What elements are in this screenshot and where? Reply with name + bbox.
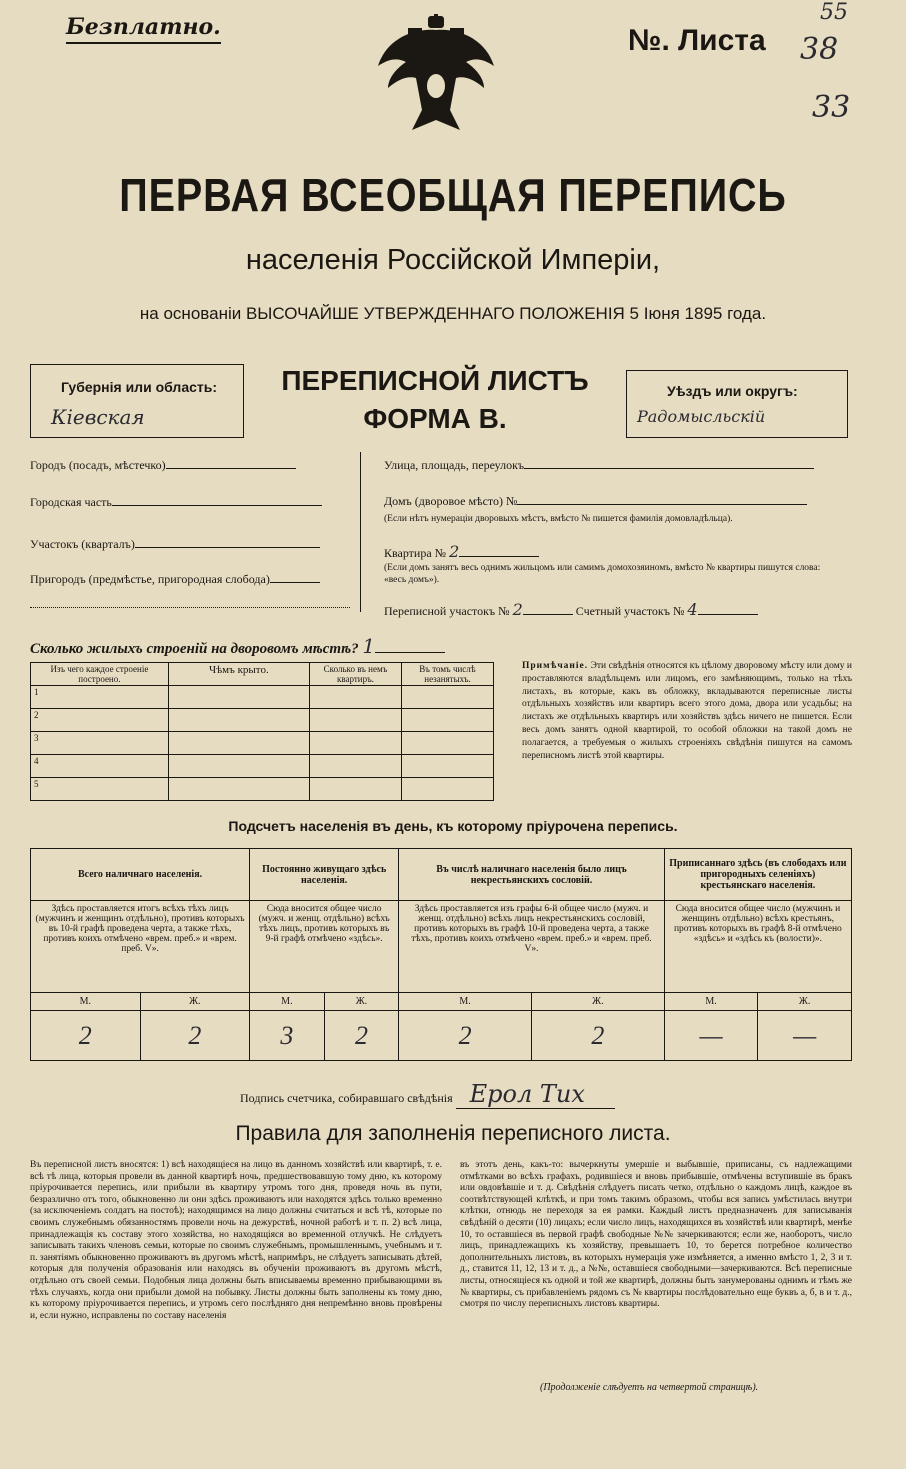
permanent-male-count[interactable]: 3 <box>250 1011 325 1061</box>
row-number: 1 <box>31 686 169 709</box>
col-apartments: Сколько въ немъ квартиръ. <box>310 663 402 686</box>
form-title-line2: ФОРМА В. <box>363 403 507 434</box>
page-subtitle: населенія Россійской Имперіи, <box>245 244 661 276</box>
col-present-desc: Здѣсь проставляется итогъ всѣхъ тѣхъ лицъ (мужчинъ и женщинъ отдѣльно), противъ которыхъ въ 10-й графѣ проведена черта, а также тѣхъ, противъ коихъ отмѣчено «врем. преб.» и «врем. преб. V». <box>31 901 250 993</box>
signature-value[interactable]: Ерол Тих <box>456 1080 615 1109</box>
m-header: М. <box>399 993 532 1011</box>
rules-continuation: (Продолженіе слѣдуетъ на четвертой страницѣ). <box>540 1382 759 1393</box>
city-label: Городъ (посадъ, мѣстечко) <box>30 458 166 472</box>
buildings-note-block <box>522 660 852 762</box>
buildings-answer[interactable]: 1 <box>362 634 376 658</box>
f-header: Ж. <box>324 993 399 1011</box>
census-precinct-label: Переписной участокъ № <box>384 604 510 618</box>
form-title-line1: ПЕРЕПИСНОЙ ЛИСТЪ <box>281 365 589 396</box>
rules-heading: Правила для заполненія переписного листа. <box>235 1122 671 1145</box>
province-value[interactable]: Кіевская <box>51 405 145 429</box>
city-field[interactable] <box>30 458 296 473</box>
table-row[interactable] <box>31 709 494 732</box>
rules-right-column: въ этотъ день, какъ-то: вычеркнуты умершіе и выбывшіе, приписаны, съ надлежащими отмѣтками во всѣхъ графахъ, родившіеся и вновь прибывшіе, отмѣчены вступившіе въ бракъ или овдовѣвшіе и т. д. Свѣдѣнія слѣдуетъ писать четко, отдѣльно о каждомъ лицѣ, каждое въ соотвѣтствующей клѣткѣ, и при томъ такимъ образомъ, чтобы вся запись умѣстилась внутри клѣтки, отнюдь не переходя за ея рамки. Каждый листъ предназначенъ для записыванія свѣдѣній о десяти (10) лицахъ; если число лицъ, находящихся въ хозяйствѣ или квартирѣ, менѣе 10, то оставшіеся въ первой графѣ свободные №№ зачеркиваются; если же, наоборотъ, число лицъ, принадлежащихъ къ хозяйству, превышаетъ 10, то берется потребное количество дополнительныхъ листовъ, въ которыхъ нумерація уже измѣняется, а именно вмѣсто 1, 2, 3 и т. д., ставится 11, 12, 13 и т. д., а №№, оставшіеся свободными—зачеркиваются. Всѣ переписные листы, относящіеся къ одной и той же квартирѣ, должны быть занумерованы однимъ и тѣмъ же № квартиры, съ прибавленіемъ рядомъ съ № квартиры послѣдовательно еще буквъ а, б, в и т. д., смотря по числу переписныхъ листовъ квартиры. <box>460 1160 852 1310</box>
peasant-male-count[interactable]: — <box>664 1011 758 1061</box>
precinct-label: Участокъ (кварталъ) <box>30 537 135 551</box>
free-label: Безплатно. <box>66 14 221 44</box>
population-heading: Подсчетъ населенія въ день, къ которому пріурочена перепись. <box>228 818 678 834</box>
rules-left-column: Въ переписной листъ вносятся: 1) всѣ находящіеся на лицо въ данномъ хозяйствѣ или квартирѣ, т. е. всѣ тѣ лица, которыя провели въ данной квартирѣ ночь, предшествовавшую тому дню, къ которому пріурочивается перепись, или прибыли въ квартиру утромъ того дня, проведя ночь въ пути, безразлично отъ того, обыкновенно ли они здѣсь проживаютъ или находятся здѣсь только временно (за исключеніемъ солдатъ на постоѣ); находящимся на лицо должны считаться и всѣ тѣ, которые по своимъ служебнымъ обязанностямъ провели ночь на дежурствѣ, ночной работѣ и т. п. 2) всѣ лица, принадлежащія къ составу этого хозяйства, но находящіяся во временной отлучкѣ. Не слѣдуетъ записывать такихъ членовъ семьи, которые по своимъ служебнымъ, промышленнымъ, учебнымъ и т. п. занятіямъ обыкновенно проживаютъ въ другомъ мѣстѣ, напримѣръ, не слѣдуетъ записывать дѣтей, которыя для полученія образованія или находясь въ обученіи проживаютъ въ другомъ мѣстѣ, отдѣльно отъ своей семьи. Подобныя лица должны быть вписываемы временно прибывающими въ тѣхъ случаяхъ, когда они прибыли домой на побывку. Листы должны быть заполнены къ тому дню, къ которому пріурочивается перепись, и утромъ сего послѣдняго дня непремѣнно вновь провѣрены и, если нужно, исправлены по составу населенія <box>30 1160 442 1321</box>
sheet-number-label: №. Листа <box>628 24 766 57</box>
page-title: ПЕРВАЯ ВСЕОБЩАЯ ПЕРЕПИСЬ <box>119 169 787 221</box>
legal-basis: на основаніи ВЫСОЧАЙШЕ УТВЕРЖДЕННАГО ПОЛОЖЕНІЯ 5 Іюня 1895 года. <box>139 304 767 323</box>
district-value[interactable]: Радомысльскій <box>637 407 766 426</box>
m-header: М. <box>664 993 758 1011</box>
form-title <box>240 362 630 438</box>
present-male-count[interactable]: 2 <box>31 1011 141 1061</box>
table-row[interactable] <box>31 755 494 778</box>
table-row[interactable] <box>31 686 494 709</box>
sheet-number-hand-2: 38 <box>800 32 839 67</box>
sheet-number-hand-3: 33 <box>812 90 851 125</box>
apartment-value: 2 <box>449 542 460 561</box>
nonpeasant-female-count[interactable]: 2 <box>531 1011 664 1061</box>
col-present-title: Всего наличнаго населенія. <box>31 849 250 901</box>
col-permanent-desc: Сюда вносится общее число (мужч. и женщ. отдѣльно) всѣхъ тѣхъ лицъ, противъ которыхъ въ 9-й графѣ отмѣчено «здѣсь». <box>250 901 399 993</box>
city-part-field[interactable] <box>30 495 322 510</box>
address-divider <box>360 452 361 612</box>
suburb-extra-line <box>30 607 350 608</box>
note-title: Примѣчаніе. <box>522 661 589 671</box>
population-table <box>30 848 852 1061</box>
buildings-question: Сколько жилыхъ строеній на дворовомъ мѣстѣ? <box>30 641 359 657</box>
census-precinct-value: 2 <box>512 600 523 619</box>
city-part-label: Городская часть <box>30 495 112 509</box>
f-header: Ж. <box>758 993 852 1011</box>
present-female-count[interactable]: 2 <box>140 1011 250 1061</box>
district-box <box>626 370 848 438</box>
col-nonpeasant-title: Въ числѣ наличнаго населенія было лицъ некрестьянскихъ сословій. <box>399 849 665 901</box>
house-note: (Если нѣтъ нумераціи дворовыхъ мѣстъ, вмѣсто № пишется фамилія домовладѣльца). <box>384 514 733 524</box>
street-label: Улица, площадь, переулокъ <box>384 458 525 472</box>
count-precinct-value: 4 <box>687 600 698 619</box>
table-row[interactable] <box>31 778 494 801</box>
col-nonpeasant-desc: Здѣсь проставляется изъ графы 6-й общее число (мужч. и женщ. отдѣльно) всѣхъ лицъ некрестьянскихъ сословій, противъ которыхъ въ графѣ 10-й проведена черта, а также тѣхъ, противъ коихъ отмѣчено «врем. преб.» и «врем. преб. V». <box>399 901 665 993</box>
peasant-female-count[interactable]: — <box>758 1011 852 1061</box>
sheet-number-hand-1: 55 <box>820 0 848 25</box>
col-material: Изъ чего каждое строеніе построено. <box>31 663 169 686</box>
precinct-field[interactable] <box>30 537 320 552</box>
signature-label: Подпись счетчика, собиравшаго свѣдѣнія <box>240 1091 453 1105</box>
street-field[interactable] <box>384 458 814 473</box>
row-number: 3 <box>31 732 169 755</box>
col-roof: Чѣмъ крыто. <box>168 663 309 686</box>
suburb-label: Пригородъ (предмѣстье, пригородная слобода) <box>30 572 270 586</box>
m-header: М. <box>31 993 141 1011</box>
count-precinct-label: Счетный участокъ № <box>575 604 685 618</box>
f-header: Ж. <box>140 993 250 1011</box>
row-number: 5 <box>31 778 169 801</box>
house-label: Домъ (дворовое мѣсто) № <box>384 494 518 508</box>
permanent-female-count[interactable]: 2 <box>324 1011 399 1061</box>
nonpeasant-male-count[interactable]: 2 <box>399 1011 532 1061</box>
col-vacant: Въ томъ числѣ незанятыхъ. <box>401 663 493 686</box>
suburb-field[interactable] <box>30 572 320 587</box>
census-precinct-field[interactable] <box>384 600 758 619</box>
signature-row <box>240 1080 615 1108</box>
double-headed-eagle-icon <box>372 14 500 134</box>
district-label: Уѣздъ или округъ: <box>667 383 798 399</box>
table-row[interactable] <box>31 732 494 755</box>
note-text: Эти свѣдѣнія относятся къ цѣлому дворовому мѣсту или дому и проставляются владѣльцемъ или лицомъ, его замѣняющимъ, только на тѣхъ листахъ, въ которые, какъ въ обложку, вкладываются переписные листы отдѣльныхъ хозяйствъ или квартиръ всего этого дома, двора или усадьбы; на листахъ же отдѣльныхъ квартиръ или хозяйствъ здѣсь ничего не пишется. Если весь домъ занятъ одной квартирой, то особой обложки на такой домъ не полагается, а требуемыя о жилыхъ строеніяхъ свѣдѣнія пишутся на самомъ переписномъ листѣ этой квартиры. <box>522 661 853 761</box>
province-label: Губернія или область: <box>61 379 218 395</box>
col-peasant-title: Приписаннаго здѣсь (въ слободахъ или пригородныхъ селеніяхъ) крестьянскаго населенія. <box>664 849 851 901</box>
row-number: 4 <box>31 755 169 778</box>
m-header: М. <box>250 993 325 1011</box>
row-number: 2 <box>31 709 169 732</box>
f-header: Ж. <box>531 993 664 1011</box>
col-permanent-title: Постоянно живущаго здѣсь населенія. <box>250 849 399 901</box>
house-field[interactable] <box>384 494 807 509</box>
apartment-label: Квартира № <box>384 546 447 560</box>
col-peasant-desc: Сюда вносится общее число (мужчинъ и женщинъ отдѣльно) всѣхъ крестьянъ, противъ которыхъ въ графѣ 8-й отмѣчено «здѣсь» и «здѣсь къ (волости)». <box>664 901 851 993</box>
buildings-table <box>30 662 494 801</box>
province-box <box>30 364 244 438</box>
buildings-question-row <box>30 634 445 658</box>
apartment-field[interactable] <box>384 542 539 561</box>
apartment-note: (Если домъ занятъ весь однимъ жильцомъ или самимъ домохозяиномъ, вмѣсто № квартиры пишутся слова: «весь домъ»). <box>384 563 821 585</box>
